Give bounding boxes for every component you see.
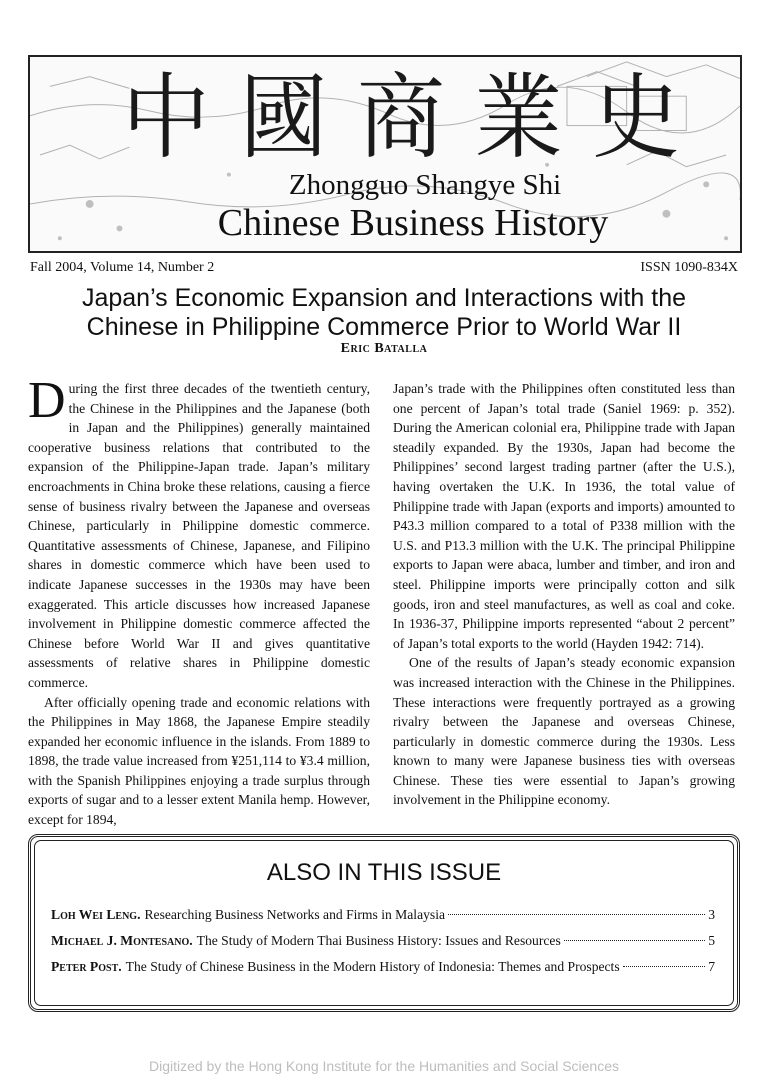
contents-title: Researching Business Networks and Firms in Malaysia (144, 907, 445, 922)
contents-page: 7 (708, 959, 715, 974)
article-column-right (393, 379, 735, 810)
digitization-note: Digitized by the Hong Kong Institute for the Humanities and Social Sciences (148, 1058, 620, 1074)
issn: ISSN 1090-834X (640, 260, 738, 275)
leader-dots (564, 940, 705, 941)
drop-cap: D (28, 372, 66, 429)
also-in-this-issue-heading: ALSO IN THIS ISSUE (266, 859, 502, 886)
contents-page: 3 (708, 907, 715, 922)
article-author: Eric Batalla (340, 341, 428, 356)
paragraph-3: One of the results of Japan’s steady economic expansion was increased interaction with the Chinese in the Philippines. These interactions were frequently portrayed as a growing rivalry between the Japanese and overseas Chinese, particularly in domestic commerce during the 1930s. Less known to many were Japanese business ties with overseas Chinese. These ties were essential to Japan’s growing involvement in the Philippine economy. (393, 655, 735, 808)
contents-entry[interactable] (51, 959, 715, 985)
article-column-left (28, 372, 370, 830)
leader-dots (448, 914, 705, 915)
contents-title: The Study of Modern Thai Business History: Issues and Resources (196, 933, 561, 948)
contents-list (51, 907, 715, 985)
contents-author: Michael J. Montesano. (51, 933, 193, 948)
contents-author: Peter Post. (51, 959, 122, 974)
paragraph-2 (28, 693, 370, 830)
masthead-banner (28, 55, 742, 253)
paragraph-2-part-a: After officially opening trade and economic relations with the Philippines in May 1868, the Japanese Empire steadily expanded her economic influence in the islands. From 1889 to 1898, the trade value increased from ¥251,114 to ¥3.4 million, with the Spanish Philippines enjoying a trade surplus through exports of sugar and to a lesser extent Manila hemp. However, except for 1894, (28, 694, 370, 828)
also-in-this-issue-box (28, 834, 740, 1012)
pinyin-title: Zhongguo Shangye Shi (288, 169, 562, 201)
paragraph-1: uring the first three decades of the twentieth century, the Chinese in the Philippines and the Japanese (both in Japan and the Philippines) generally maintained cooperative business relations that contributed to the expansion of the Philippine-Japan trade. Japan’s military encroachments in China broke these relations, causing a fierce sense of business rivalry between the Japanese and overseas Chinese, particularly in Philippine domestic commerce. Quantitative assessments of Chinese, Japanese, and Filipino shares in domestic commerce which have been used to indicate Japanese successes in the 1930s may have been exaggerated. This article discusses how increased Japanese involvement in Philippine domestic commerce affected the Chinese before World War II and gives quantitative assessments of relative shares in Philippine domestic commerce. (28, 381, 370, 690)
contents-author: Loh Wei Leng. (51, 907, 141, 922)
english-title: Chinese Business History (217, 202, 609, 244)
contents-page: 5 (708, 933, 715, 948)
leader-dots (623, 966, 706, 967)
contents-entry[interactable] (51, 907, 715, 933)
issue-edition: Fall 2004, Volume 14, Number 2 (30, 260, 215, 275)
article-title: Japan’s Economic Expansion and Interactions with the Chinese in Philippine Commerce Prior to World War II (81, 284, 687, 341)
contents-entry[interactable] (51, 933, 715, 959)
chinese-title: 中 國 商 業 史 (122, 63, 682, 172)
paragraph-2-part-b: Japan’s trade with the Philippines often constituted less than one percent of Japan’s total trade (Saniel 1969: p. 352). During the American colonial era, Philippine trade with Japan steadily expanded. By the 1930s, Japan had become the Philippines’ second largest trading partner (after the U.S.), having overtaken the U.K. In 1936, the total value of Philippine trade with Japan (exports and imports) amounted to P43.3 million compared to a total of P338 million with the U.S. and P13.3 million with the U.K. The principal Philippine exports to Japan were abaca, lumber and timber, and iron and steel. Philippine imports were principally cotton and silk goods, iron and steel manufactures, as well as coal and coke. In 1936-37, Philippine imports represented “about 2 percent” of Japan’s total exports to the world (Hayden 1942: 714). (393, 381, 735, 651)
contents-title: The Study of Chinese Business in the Modern History of Indonesia: Themes and Prospects (125, 959, 620, 974)
